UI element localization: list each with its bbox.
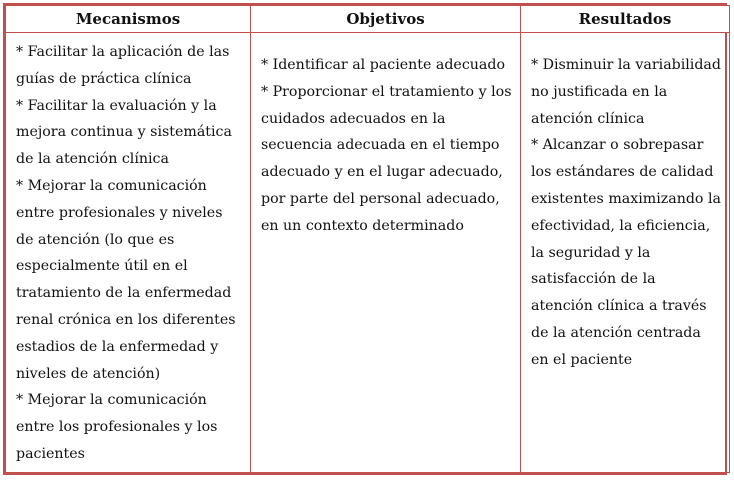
mecanismos-item: * Mejorar la comunicación entre los profesionales y los pacientes xyxy=(16,392,218,462)
header-row xyxy=(6,6,730,33)
content-row xyxy=(6,33,730,473)
mecanismos-cell xyxy=(6,33,251,473)
mecanismos-item: * Facilitar la evaluación y la mejora continua y sistemática de la atención clínica xyxy=(16,97,232,168)
header-objetivos: Objetivos xyxy=(251,6,521,33)
resultados-cell xyxy=(521,33,730,473)
comparison-table xyxy=(5,5,730,473)
resultados-item: * Disminuir la variabilidad no justificada en la atención clínica xyxy=(531,57,721,127)
header-mecanismos: Mecanismos xyxy=(6,6,251,33)
mecanismos-item: * Facilitar la aplicación de las guías de práctica clínica xyxy=(16,44,230,87)
objetivos-item: * Proporcionar el tratamiento y los cuidados adecuados en la secuencia adecuada en el tiempo adecuado y en el lugar adecuado, por parte del personal adecuado, en un contexto determinado xyxy=(261,83,512,234)
mecanismos-item: * Mejorar la comunicación entre profesionales y niveles de atención (lo que es especialmente útil en el tratamiento de la enfermedad renal crónica en los diferentes estadios de la enfermedad y niveles de atención) xyxy=(16,177,236,382)
header-resultados: Resultados xyxy=(521,6,730,33)
objetivos-item: * Identificar al paciente adecuado xyxy=(261,57,505,73)
resultados-item: * Alcanzar o sobrepasar los estándares de calidad existentes maximizando la efectividad, la eficiencia, la seguridad y la satisfacción de la atención clínica a través de la atención centrada en el paciente xyxy=(531,137,721,368)
objetivos-cell xyxy=(251,33,521,473)
comparison-table-frame xyxy=(3,3,727,475)
